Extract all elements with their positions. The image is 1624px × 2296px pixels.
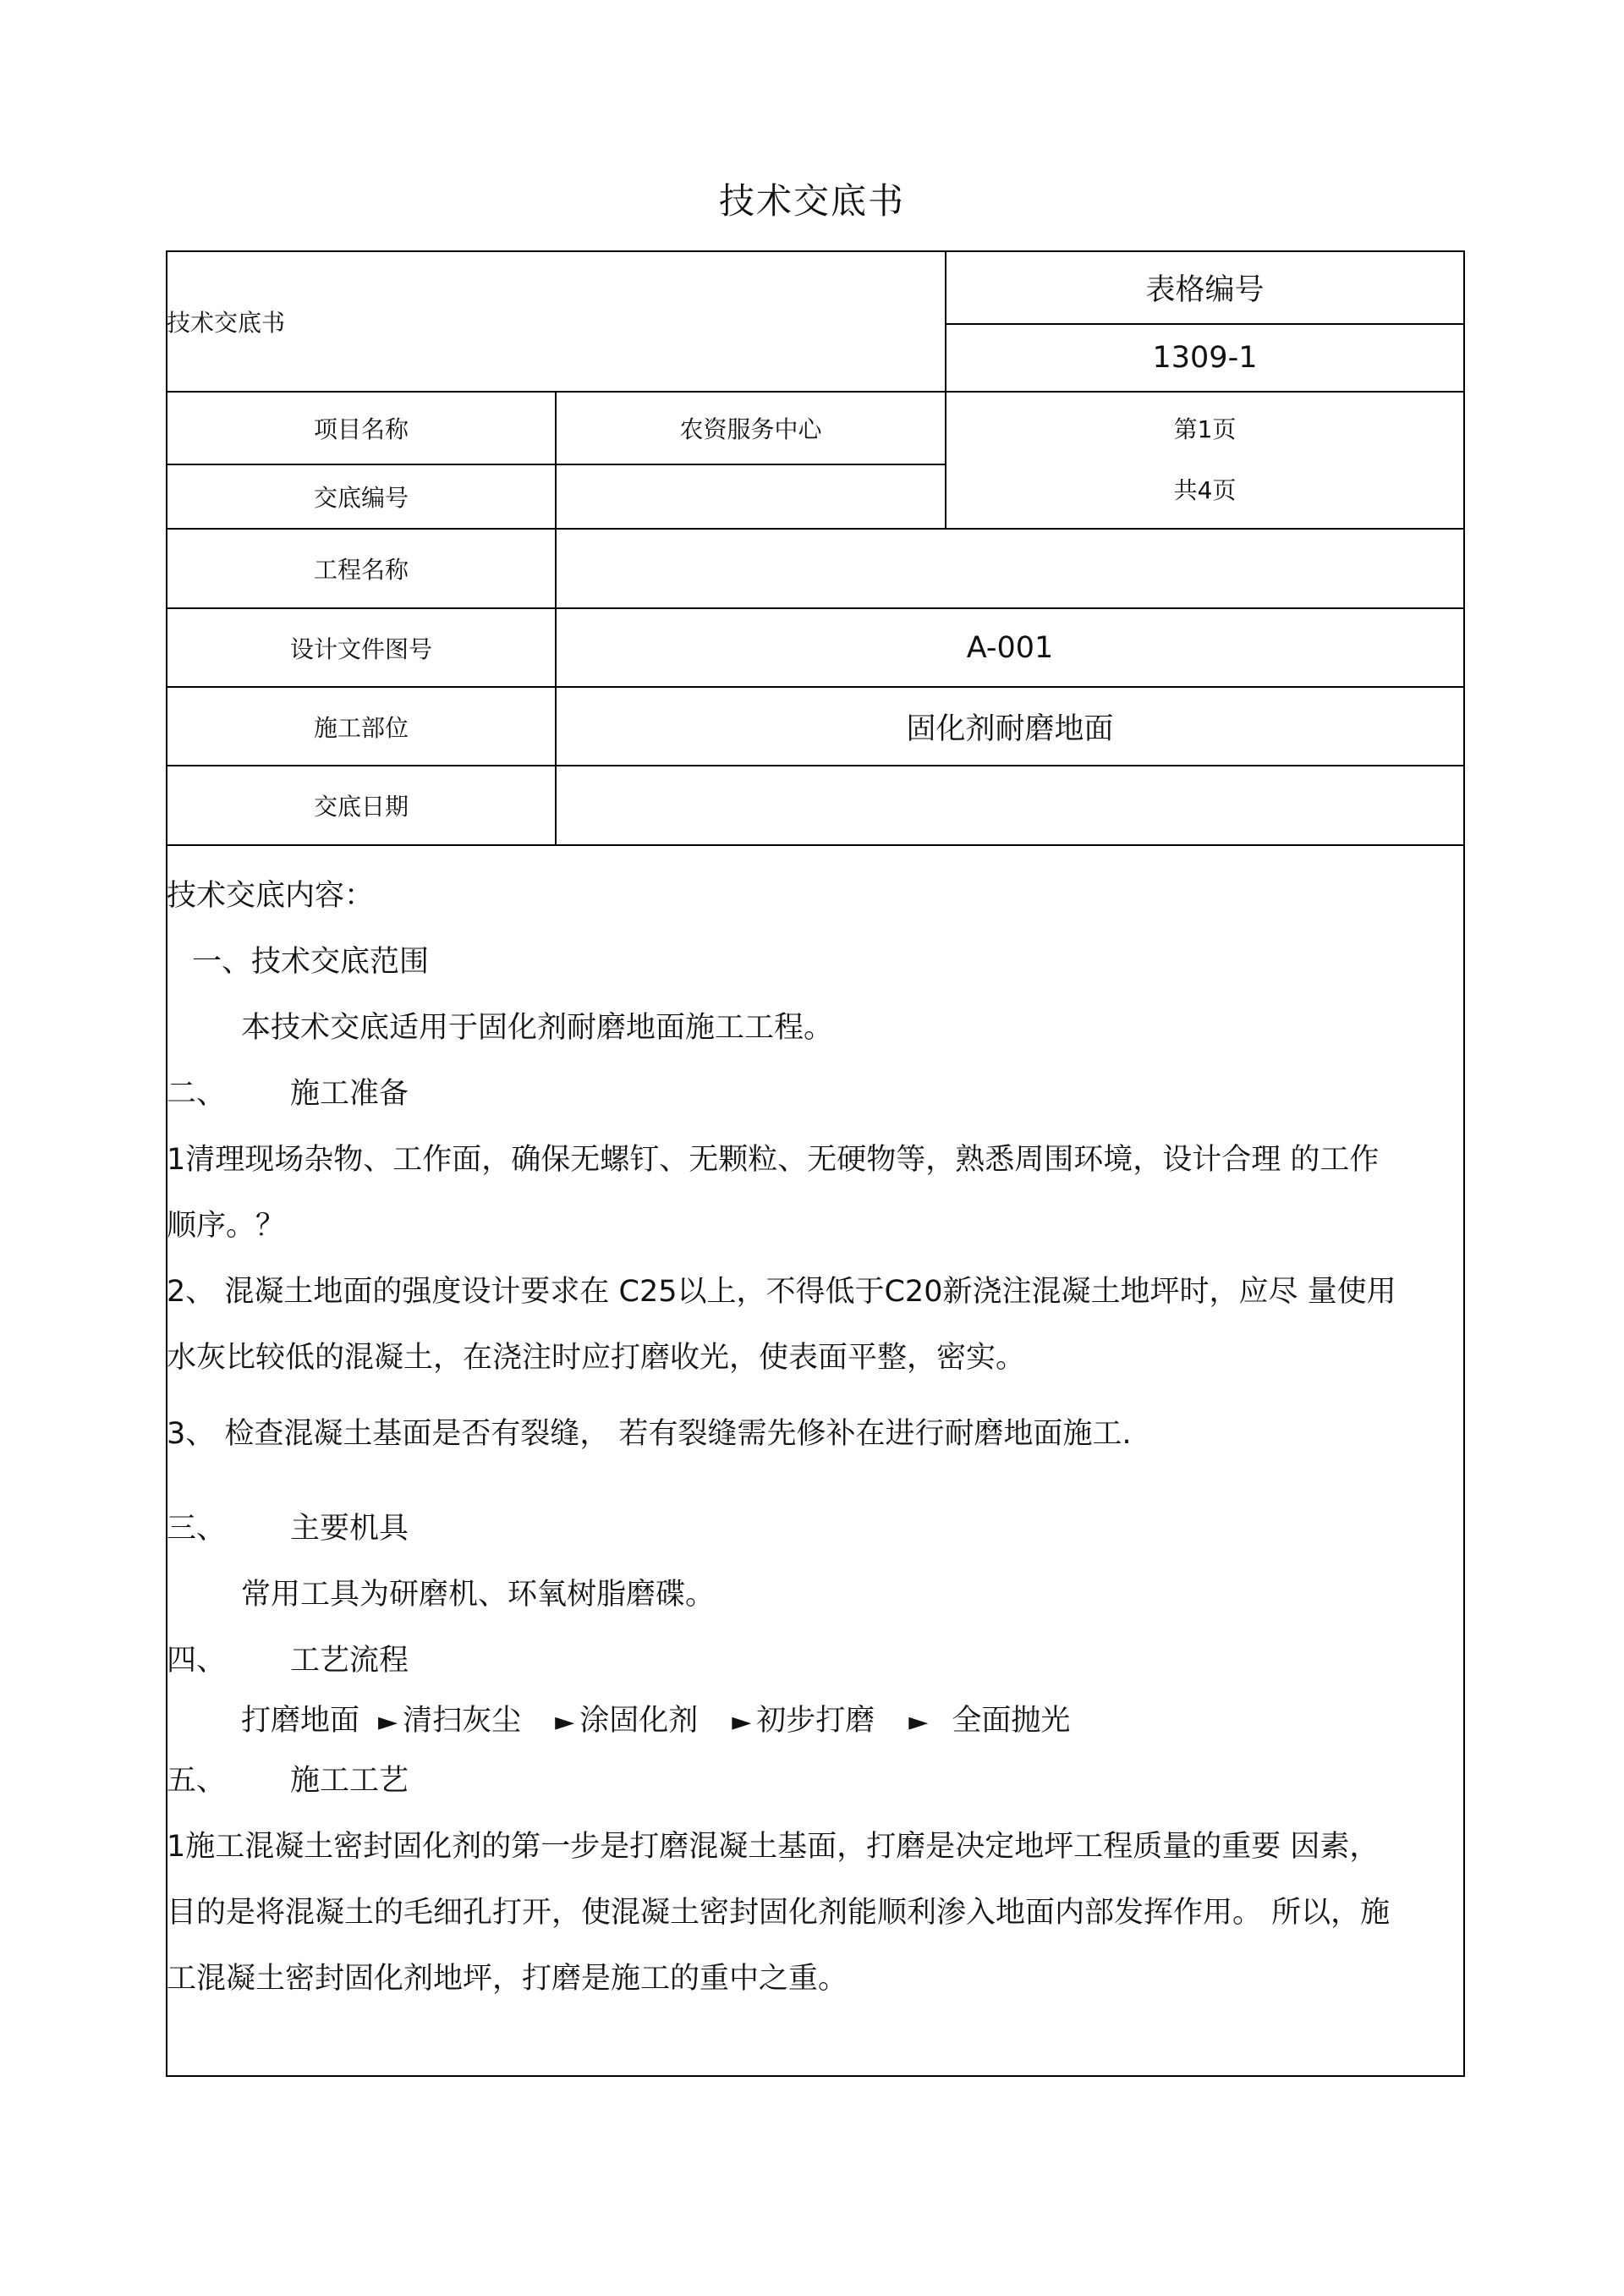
flow-arrow-icon: ► <box>908 1707 929 1737</box>
section-1-title: 一、技术交底范围 <box>192 945 430 979</box>
form-number-value: 1309-1 <box>1152 341 1258 375</box>
section-2-number: 二、 <box>167 1077 227 1111</box>
section-3-body: 常用工具为研磨机、环氧树脂磨碟。 <box>241 1578 716 1612</box>
disclosure-number-value <box>557 465 945 528</box>
engineering-name-value <box>557 530 1463 607</box>
disclosure-date-value <box>557 766 1463 844</box>
section-5-number: 五、 <box>167 1764 227 1798</box>
engineering-name-label: 工程名称 <box>313 556 409 584</box>
flow-step: 初步打磨 <box>756 1704 875 1738</box>
flow-arrow-icon: ► <box>555 1707 575 1737</box>
form-number-label: 表格编号 <box>1145 273 1265 307</box>
page-total: 共4页 <box>1173 476 1237 504</box>
design-document-value: A-001 <box>966 630 1054 665</box>
construction-location-label: 施工部位 <box>313 713 409 742</box>
section-5-body-line-2: 目的是将混凝土的毛细孔打开，使混凝土密封固化剂能顺利渗入地面内部发挥作用。 所以，施 <box>167 1896 1391 1930</box>
disclosure-content <box>167 863 1461 2012</box>
disclosure-number-label: 交底编号 <box>313 484 409 512</box>
grid-line <box>166 844 1465 846</box>
section-2-item-2-line-1: 2、 混凝土地面的强度设计要求在 C25以上，不得低于C20新浇注混凝土地坪时，应尽 量使用 <box>167 1275 1396 1309</box>
process-flow <box>167 1694 1461 1748</box>
page-current: 第1页 <box>1173 415 1237 443</box>
content-heading: 技术交底内容： <box>167 879 375 913</box>
flow-step: 打磨地面 <box>241 1704 360 1738</box>
flow-arrow-icon: ► <box>732 1707 752 1737</box>
project-name-value: 农资服务中心 <box>679 415 822 443</box>
section-2-item-2-line-2: 水灰比较低的混凝土，在浇注时应打磨收光，使表面平整，密实。 <box>167 1341 1026 1375</box>
section-3-title: 主要机具 <box>290 1512 409 1546</box>
section-3-number: 三、 <box>167 1512 227 1546</box>
section-2-heading <box>167 1061 1461 1127</box>
flow-step: 清扫灰尘 <box>403 1704 522 1738</box>
flow-step: 涂固化剂 <box>579 1704 699 1738</box>
section-5-body-line-1: 1施工混凝土密封固化剂的第一步是打磨混凝土基面，打磨是决定地坪工程质量的重要 因素， <box>167 1830 1380 1864</box>
construction-location-value: 固化剂耐磨地面 <box>906 711 1114 746</box>
project-name-label: 项目名称 <box>313 415 409 443</box>
section-2-item-1-line-2: 顺序。？ <box>167 1209 286 1243</box>
section-4-number: 四、 <box>167 1644 227 1678</box>
section-2-item-3: 3、 检查混凝土基面是否有裂缝， 若有裂缝需先修补在进行耐磨地面施工. <box>167 1417 1132 1451</box>
section-4-heading <box>167 1628 1461 1694</box>
flow-step: 全面抛光 <box>952 1704 1071 1738</box>
flow-arrow-icon: ► <box>378 1707 398 1737</box>
section-3-heading <box>167 1496 1461 1562</box>
section-1-body: 本技术交底适用于固化剂耐磨地面施工工程。 <box>241 1011 834 1045</box>
section-2-item-1-line-1: 1清理现场杂物、工作面，确保无螺钉、无颗粒、无硬物等，熟悉周围环境，设计合理 的工作 <box>167 1143 1380 1177</box>
section-2-title: 施工准备 <box>290 1077 409 1111</box>
form-header-title: 技术交底书 <box>167 309 286 337</box>
section-5-title: 施工工艺 <box>290 1764 409 1798</box>
section-4-title: 工艺流程 <box>290 1644 409 1678</box>
document-title: 技术交底书 <box>718 180 905 222</box>
design-document-label: 设计文件图号 <box>289 634 432 663</box>
section-5-heading <box>167 1748 1461 1814</box>
disclosure-date-label: 交底日期 <box>313 793 409 821</box>
section-5-body-line-3: 工混凝土密封固化剂地坪，打磨是施工的重中之重。 <box>167 1962 848 1996</box>
